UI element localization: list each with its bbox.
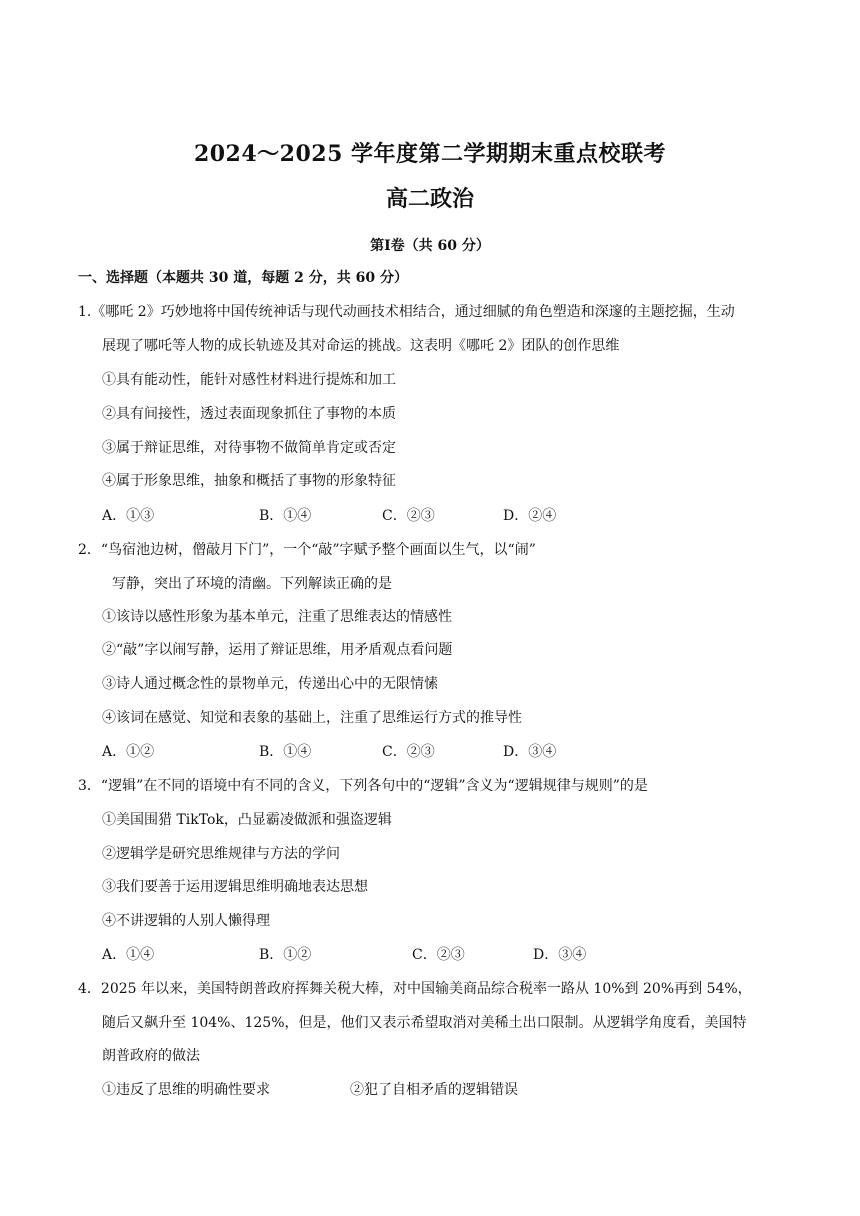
statement-item: ①具有能动性，能针对感性材料进行提炼和加工 xyxy=(102,372,396,388)
subject-title: 高二政治 xyxy=(385,186,474,212)
statement-item: ④不讲逻辑的人别人懒得理 xyxy=(102,913,270,929)
statement-item: ②“敲”字以闹写静，运用了辩证思维，用矛盾观点看问题 xyxy=(102,642,453,658)
option-d: D．③④ xyxy=(533,947,587,963)
option-a: A．①④ xyxy=(102,947,155,963)
section-heading: 一、选择题（本题共 30 道，每题 2 分，共 60 分） xyxy=(78,270,408,286)
option-a: A．①③ xyxy=(102,508,155,524)
statement-item: ①违反了思维的明确性要求 xyxy=(102,1082,270,1098)
statement-item: ④该词在感觉、知觉和表象的基础上，注重了思维运行方式的推导性 xyxy=(102,710,522,726)
question-stem-line: 随后又飙升至 104%、125%，但是，他们又表示希望取消对美稀土出口限制。从逻辑学角度看，美国特 xyxy=(102,1015,747,1031)
option-d: D．②④ xyxy=(503,508,557,524)
statement-item: ①该诗以感性形象为基本单元，注重了思维表达的情感性 xyxy=(102,609,452,625)
question-stem-line: 3．“逻辑”在不同的语境中有不同的含义，下列各句中的“逻辑”含义为“逻辑规律与规则”的是 xyxy=(78,778,648,794)
statement-item: ④属于形象思维，抽象和概括了事物的形象特征 xyxy=(102,473,396,489)
option-c: C．②③ xyxy=(382,744,435,760)
question-stem-line: 4．2025 年以来，美国特朗普政府挥舞关税大棒，对中国输美商品综合税率一路从 10%到 20%再到 54%， xyxy=(78,981,752,997)
option-a: A．①② xyxy=(102,744,155,760)
option-d: D．③④ xyxy=(503,744,557,760)
volume-heading: 第Ⅰ卷（共 60 分） xyxy=(370,238,490,254)
statement-item: ①美国围猎 TikTok，凸显霸凌做派和强盗逻辑 xyxy=(102,812,392,828)
question-stem-line: 展现了哪吒等人物的成长轨迹及其对命运的挑战。这表明《哪吒 2》团队的创作思维 xyxy=(102,338,620,354)
option-b: B．①④ xyxy=(259,508,312,524)
statement-item: ②具有间接性，透过表面现象抓住了事物的本质 xyxy=(102,406,396,422)
statement-item: ③诗人通过概念性的景物单元，传递出心中的无限情愫 xyxy=(102,676,438,692)
question-stem-line: 写静，突出了环境的清幽。下列解读正确的是 xyxy=(112,576,392,592)
exam-title: 2024～2025 学年度第二学期期末重点校联考 xyxy=(193,141,667,167)
option-b: B．①④ xyxy=(259,744,312,760)
statement-item: ③属于辩证思维，对待事物不做简单肯定或否定 xyxy=(102,440,396,456)
question-stem-line: 2．“鸟宿池边树，僧敲月下门”，一个“敲”字赋予整个画面以生气，以“闹” xyxy=(78,542,536,558)
option-b: B．①② xyxy=(259,947,312,963)
statement-item: ③我们要善于运用逻辑思维明确地表达思想 xyxy=(102,879,368,895)
option-c: C．②③ xyxy=(412,947,465,963)
option-c: C．②③ xyxy=(382,508,435,524)
statement-item: ②犯了自相矛盾的逻辑错误 xyxy=(350,1082,518,1098)
question-stem-line: 1.《哪吒 2》巧妙地将中国传统神话与现代动画技术相结合，通过细腻的角色塑造和深邃的主题挖掘，生动 xyxy=(78,304,735,320)
statement-item: ②逻辑学是研究思维规律与方法的学问 xyxy=(102,846,340,862)
question-stem-line: 朗普政府的做法 xyxy=(102,1048,200,1064)
